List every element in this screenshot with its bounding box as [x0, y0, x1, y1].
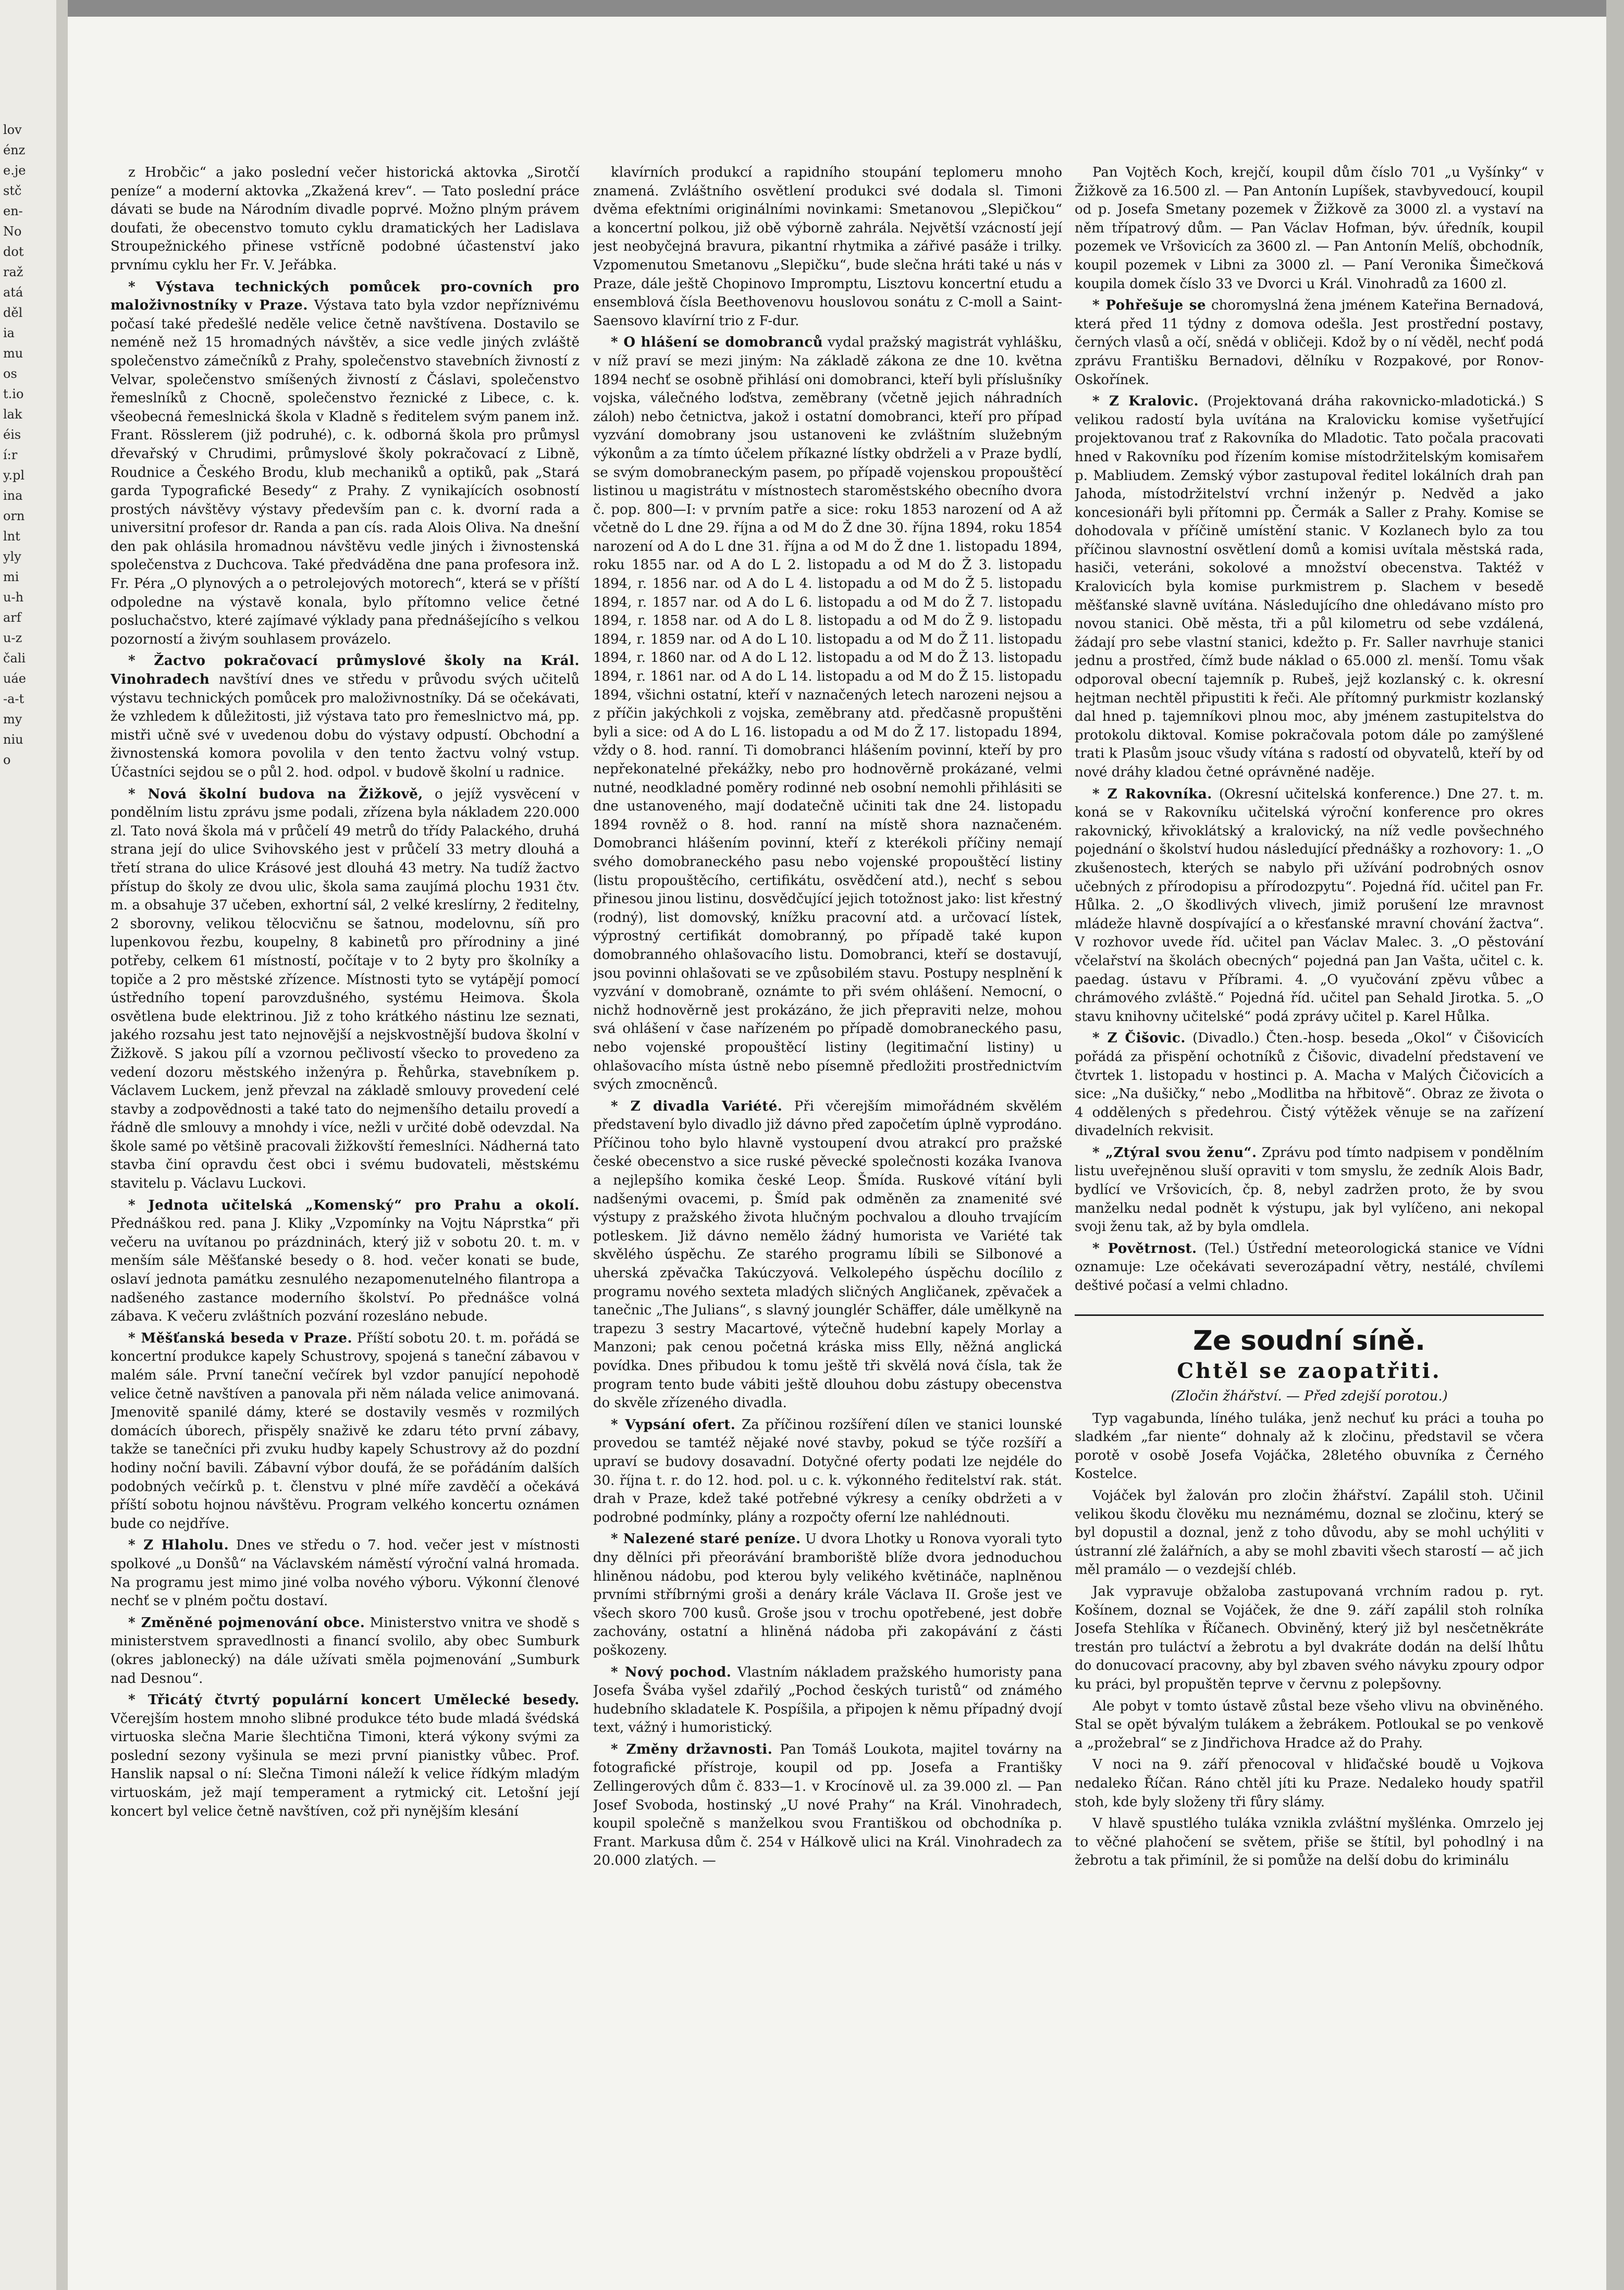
paragraph-text: Ministerstvo vnitra ve shodě s ministerstvem spravedlnosti a financí svolilo, aby obec Sumburk (okres jablonecký) na dále užívati směla pojmenování „Sumburk nad Desnou“.: [110, 1615, 580, 1686]
paragraph-text: Pan Vojtěch Koch, krejčí, koupil dům číslo 701 „u Vyšínky“ v Žižkově za 16.500 zl. — Pan Antonín Lupíšek, stavbyvedoucí, koupil od p. Josefa Smetany pozemek v Žižkově za 3000 zl. a vystaví na něm třípatrový dům. — Pan Václav Hofman, býv. úředník, koupil pozemek ve Vršovicích za 3600 zl. — Pan Antonín Melíš, obchodník, koupil pozemek v Libni za 3000 zl. — Paní Veronika Šimečková koupila domek číslo 33 ve Dvorci u Král. Vinohradů za 1600 zl.: [1075, 165, 1544, 292]
paragraph-heading: * Pohřešuje se: [1092, 298, 1206, 313]
paragraph-text: klavírních produkcí a rapidního stoupání teplomeru mnoho znamená. Zvláštního osvětlení produkci své dodala sl. Timoni dvěma efektními originálními novinkami: Smetanovou „Slepičkou“ a koncertní polkou, již obě výborně zahrála. Největší vzácností její jest neobyčejná bravura, pikantní rhytmika a zářivé pasáže i trilky. Vzpomenutou Smetanovu „Slepičku“, bude slečna hráti také u nás v Praze, dále ještě Chopinovo Impromptu, Lisztovu koncertní etudu a ensemblová čísla Beethovenovu houslovou sonátu z C-moll a Saint-Saensovo klavírní trio z F-dur.: [593, 165, 1062, 329]
paragraph-heading: * Výstava technických pomůcek pro-covních pro maloživnostníky v Praze.: [110, 279, 580, 314]
paragraph: [1075, 1487, 1544, 1580]
paragraph: [1075, 1756, 1544, 1812]
paragraph: [110, 1691, 580, 1821]
column-3-news: [1075, 164, 1544, 1296]
paragraph-text: (Divadlo.) Čten.-hosp. beseda „Okol“ v Čišovicích pořádá za přispění ochotníků z Čišovic, divadelní představení ve čtvrtek 1. listopadu v hostinci p. A. Macha v Malých Čičovicích a sice: „Na dušičky,“ nebo „Modlitba na hřbitově“. Obraz ze života o 4 oddělených s předehrou. Čistý výtěžek věnuje se na zařízení divadelních rekvisit.: [1075, 1030, 1544, 1139]
adjacent-page-strip: [0, 0, 56, 2290]
paragraph: [1075, 297, 1544, 389]
paragraph-text: Vojáček byl žalován pro zločin žhářství. Zapálil stoh. Učinil velikou škodu člověku mu neznámému, doznal se zločinu, který se byl dopustil a doznal, jenž z toho důvodu, aby se mohl uchýliti v ústranní zlé žalářních, a aby se mohl zbaviti všech starostí — ač jich měl pramálo — o vezdejší chléb.: [1075, 1488, 1544, 1578]
paragraph: [1075, 164, 1544, 293]
column-1: [110, 164, 580, 2280]
paragraph: [593, 1664, 1062, 1738]
paragraph: [1075, 1697, 1544, 1753]
paragraph-text: vydal pražský magistrát vyhlášku, v níž praví se mezi jiným: Na základě zákona ze dne 10. května 1894 nechť se osobně přihlásí oni domobranci, kteří byli příslušníky vojska, válečného loďstva, zeměbrany (včetně jejich náhradních záloh) nebo četnictva, jakož i ostatní domobranci, kteří pro případ vyzvání domobrany jsou ustanoveni ke zvláštním služebným výkonům a za tímto účelem příkazné lístky obdrželi a v Praze bydlí, se svým domobraneckým pasem, po případě vojenskou propouštěcí listinou u magistrátu v místnostech staroměstského obecního dvora č. pop. 800—I: v prvním patře a sice: roku 1853 narození od A až včetně do L dne 29. října a od M do Ž dne 30. října 1894, roku 1854 narození od A do L dne 31. října a od M do Ž dne 1. listopadu 1894, roku 1855 nar. od A do L 2. listopadu a od M do Ž 3. listopadu 1894, r. 1856 nar. od A do L 4. listopadu a od M do Ž 5. listopadu 1894, r. 1857 nar. od A do L 6. listopadu a od M do Ž 7. listopadu 1894, r. 1858 nar. od A do L 8. listopadu a od M do Ž 9. listopadu 1894, r. 1859 nar. od A do L 10. listopadu a od M do Ž 11. listopadu 1894, r. 1860 nar. od A do L 12. listopadu a od M do Ž 13. listopadu 1894, r. 1861 nar. od A do L 14. listopadu a od M do Ž 15. listopadu 1894, všichni ostatní, kteří v naznačených letech narozeni nejsou a z příčin jakýchkoli z vojska, zeměbrany atd. předčasně propuštěni byli a sice: od A do L 16. listopadu a od M do Ž 17. listopadu 1894, vždy o 8. hod. ranní. Ti domobranci hlášením povinní, kteří by pro nepřekonatelné překážky, nebo pro hodnověrně prokázané, velmi nutné, neodkladné poměry rodinné neb osobní nemohli přihlásiti se dne ustanoveného, mají dodatečně učiniti tak dne 24. listopadu 1894 rovněž o 8. hod. ranní na místě shora naznačeném. Domobranci hlášením povinní, kteří z kterékoli příčiny nemají svého domobraneckého pasu nebo vojenské propouštěcí listiny (listu propouštěcího, certifikátu, osvědčení atd.), nechť s sebou přinesou jinou listinu, dosvědčující jejich totožnost jako: list křestný (rodný), list domovský, knížku pracovní atd. a určovací lístek, výprostný certifikát domobranný, po případě také kupon domobranného ohlašovacího listu. Domobranci, kteří se dostavují, jsou povinni ohlašovati se ve způsobilém stavu. Postupy nesplnění k vyzvání v domobraně, oznámte to při svém ohlášení. Nemocní, o nichž hodnověrně jest prokázáno, že jich přepraviti nelze, mohou svá ohlášení v čase nařízeném po případě domobraneckého pasu, nebo vojenské propouštěcí listiny (legitimační listiny) u ohlašovacího místa ústně nebo písemně předložiti prostřednictvím svých zmocněnců.: [593, 335, 1062, 1093]
paragraph: [110, 164, 580, 275]
paragraph-text: Výstava tato byla vzdor nepříznivému počasí také předešlé neděle velice četně navštívena. Dostavilo se neméně než 15 hromadných návštěv, a sice vedle jiných zvláště společenstvo zámečníků z Prahy, společenstvo stavebních živností z Velvar, společenstvo smíšených živností z Čáslavi, společenstvo řemeslníků z Chocně, společenstvo řeznické z Libece, c. k. všeobecná řemeslnická škola v Kladně s ředitelem svým panem inž. Frant. Rösslerem (již podruhé), c. k. odborná škola pro průmysl dřevařský v Chrudimi, průmyslové školy pokračovací z Libně, Roudnice a Českého Brodu, klub mechaniků a optiků, pak „Stará garda Typografické Besedy“ z Prahy. Z vynikajících osobností prostých návštěvy výstavy především pan c. k. dvorní rada a universitní profesor dr. Randa a pan cís. rada Alois Oliva. Na dnešní den pak ohlásila hromadnou návštěvu vedle jiných i živnostenská společenstva z Duchcova. Také předváděna dne pana profesora inž. Fr. Péra „O plynových a o petrolejových motorech“, která se v příští odpoledne na výstavě konala, bylo přítomno velice četné posluchačstvo, které zajímavé výklady pana přednášejícího s velkou pozorností a živým souhlasem provázelo.: [110, 298, 580, 647]
paragraph-text: Jak vypravuje obžaloba zastupovaná vrchním radou p. ryt. Košínem, doznal se Vojáček, že dne 9. září zapálil stoh rolníka Josefa Stehlíka v Říčanech. Obviněný, který již byl nesčetněkráte trestán pro tuláctví a žebrotu a byl dvakráte dodán na delší lhůtu do donucovací pracovny, aby byl zbaven svého návyku zpoury odpor ku práci, byl propuštěn teprve v červnu z polepšovny.: [1075, 1583, 1544, 1692]
paragraph-heading: * Nalezené staré peníze.: [611, 1531, 801, 1547]
adjacent-page-text: lovénze.jestčen-Nodotražatáděliamuost.iolakéisí:ry.plinaornlntylymiu-harfu-zčaliuáe-a-tmyniuo: [3, 122, 26, 767]
paragraph-text: Přednáškou red. pana J. Kliky „Vzpomínky na Vojtu Náprstka“ při večeru na uvítanou po prázdninách, který již v sobotu 20. t. m. v menším sále Měšťanské besedy o 8. hod. večer konati se bude, oslaví jednota památku zesnulého nezapomenutelného filantropa a nadšeného zastance moderního školství. Po přednášce volná zábava. K večeru zvláštních pozvání rozesláno nebude.: [110, 1216, 580, 1325]
paragraph-text: (Projektovaná dráha rakovnicko-mladotická.) S velikou radostí byla uvítána na Kralovicku komise vyšetřující projektovanou trať z Rakovníka do Mladotic. Tato počala pracovati hned v Rakovníku pod řízením komise místodržitelským komisařem p. Mabliudem. Zemský výbor zastupoval ředitel lokálních drah pan Jahoda, místodržitelství vrchní inženýr p. Nedvěd a jako koncesionáři byli přítomni pp. Čermák a Saller z Prahy. Komise se dohodovala v příčině umístění stanic. V Kozlanech bylo za tou příčinou slavnostní osvětlení domů a komisi uvítala městská rada, hasiči, veteráni, sokolové a množství obecenstva. Taktéž v Kralovicích byla komise purkmistrem p. Slachem v besedě měšťanské slavně uvítána. Následujícího dne ohledávano místo pro novou stanici. Obě města, tři a půl kilometru od sebe vzdálená, žádají pro sebe vlastní stanici, kdežto p. Fr. Saller navrhuje stanici jednu a prostřed, čímž bude náklad o 65.000 zl. menší. Tomu však odporoval obecní tajemník p. Rubeš, jejž kozlanský c. k. okresní hejtman nechtěl připustiti k řeči. Ale přítomný purkmistr kozlanský dal hned p. tajemníkovi plnou moc, aby jménem zastupitelstva do protokolu diktoval. Komise pokračovala potom dále po zamýšlené trati k Plasům jsouc všudy vítána s radostí od obyvatelů, kteří by od nové dráhy kladou četné oprávněné naděje.: [1075, 393, 1544, 780]
paragraph: [593, 1098, 1062, 1413]
binding-gutter: [56, 0, 68, 2290]
court-article: [1075, 1410, 1544, 1870]
paragraph-text: V noci na 9. září přenocoval v hliďačské boudě u Vojkova nedaleko Říčan. Ráno chtěl jíti ku Praze. Nedaleko houdy spatřil stoh, kde byly složeny tři fůry slámy.: [1075, 1757, 1544, 1810]
paragraph-heading: * Jednota učitelská „Komenský“ pro Prahu a okolí.: [128, 1198, 580, 1213]
paragraph-heading: * Z Kralovic.: [1092, 393, 1199, 409]
paragraph: [593, 334, 1062, 1094]
paragraph-heading: * Z Čišovic.: [1092, 1030, 1186, 1046]
paragraph-heading: * „Ztýral svou ženu“.: [1092, 1145, 1257, 1161]
paragraph-heading: * Třicátý čtvrtý populární koncert Umělecké besedy.: [128, 1692, 580, 1708]
paragraph-text: Včerejším hostem mnoho slibné produkce této bude mladá švédská virtuoska slečna Marie šlechtična Timoni, která výkony svými za poslední sezony vyšinula se mezi první pianistky vůbec. Prof. Hanslik napsal o ní: Slečna Timoni náleží k velice řídkým mladým virtuoskám, jež mají temperament a rytmický cit. Letošní její koncert byl velice četně navštíven, což při nynějším klesání: [110, 1710, 580, 1819]
paragraph-heading: * Nový pochod.: [611, 1665, 731, 1680]
paragraph-text: Vlastním nákladem pražského humoristy pana Josefa Švába vyšel zdařilý „Pochod českých turistů“ od známého hudebního skladatele K. Pospíšila, a připojen k němu případný dvojí text, vážný i humoristický.: [593, 1664, 1062, 1736]
paragraph-text: (Tel.) Ústřední meteorologická stanice ve Vídni oznamuje: Lze očekávati severozápadní větry, nestálé, chvílemi deštivé počasí a velmi chladno.: [1075, 1240, 1544, 1294]
paragraph: [1075, 1240, 1544, 1296]
paragraph-text: (Okresní učitelská konference.) Dne 27. t. m. koná se v Rakovníku učitelská výroční konference pro okres rakovnický, křivoklátský a kralovický, na níž vedle povšechného pojednání o školství hudou následující přednášky a rozhovory: 1. „O zkušenostech, kterých se nabylo při užívání podrobných osnov učebných z přírodopisu a přírodozpytu“. Pojedná říd. učitel pan Fr. Hůlka. 2. „O škodlivých vlivech, jimiž porušení lze mravnost mládeže hlavně dospívající a o křesťanské mravní chování žactva“. V rozhovor uvede říd. učitel pan Václav Malec. 3. „O pěstování včelařství na školách obecných“ pojedná pan Jan Vašta, učitel c. k. paedag. ústavu v Příbrami. 4. „O vyučování zpěvu vůbec a chrámového zvláště.“ Pojedná říd. učitel pan Sehald Jirotka. 5. „O stavu knihovny učitelské“ podá zprávy učitel p. Karel Hůlka.: [1075, 786, 1544, 1025]
paragraph-text: Dnes ve středu o 7. hod. večer jest v místnosti spolkové „u Donšů“ na Václavském náměstí výroční valná hromada. Na programu jest mimo jiné volba nového výboru. Výkonní členové nechť se v plném počtu dostaví.: [110, 1537, 580, 1609]
paragraph: [1075, 785, 1544, 1027]
paragraph-heading: * O hlášení se domobranců: [611, 335, 823, 350]
paragraph-heading: * Z Hlaholu.: [128, 1537, 229, 1553]
paragraph-text: choromyslná žena jménem Kateřina Bernadová, která před 11 týdny z domova odešla. Jest prostřední postavy, černých vlasů a očí, snědá v obličeji. Kdož by o ní věděl, nechť podá zprávu Františku Bernadovi, dělníku v Rozpakové, por Ronov-Oskořínek.: [1075, 298, 1544, 388]
paragraph: [593, 1416, 1062, 1528]
paragraph-text: Typ vagabunda, líného tuláka, jenž nechuť ku práci a touha po sladkém „far niente“ dohnaly až k zločinu, představil se včera porotě v osobě Josefa Vojáčka, 28letého obuvníka z Černého Kostelce.: [1075, 1410, 1544, 1482]
paragraph: [1075, 1410, 1544, 1484]
paragraph: [110, 1197, 580, 1326]
paragraph-text: navštíví dnes ve středu v průvodu svých učitelů výstavu technických pomůcek pro maloživnostníky. Dá se očekávati, že vzhledem k důležitosti, již výstava tato pro řemeslnictvo má, pp. mistři učně své v uvedenou dobu do výstavy odpustí. Obchodní a živnostenská komora povolila v den tento žactvu volný vstup. Účastníci sejdou se o půl 2. hod. odpol. v budově školní u radnice.: [110, 672, 580, 780]
paragraph-heading: * Vypsání ofert.: [611, 1417, 735, 1433]
paragraph: [110, 652, 580, 782]
right-edge: [1606, 0, 1624, 2290]
paragraph: [1075, 1029, 1544, 1141]
paragraph: [110, 1614, 580, 1688]
paragraph: [593, 1741, 1062, 1870]
paragraph-text: V hlavě spustlého tuláka vznikla zvláštní myšlénka. Omrzelo jej to věčné plahočení se světem, přiše se štítil, byl pohodlný i na žebrotu a tak přimínil, že si pomůže na delší dobu do kriminálu: [1075, 1816, 1544, 1869]
paragraph-heading: * Žactvo pokračovací průmyslové školy na Král. Vinohradech: [110, 653, 580, 687]
paragraph-text: Za příčinou rozšíření dílen ve stanici lounské provedou se tamtéž nějaké nové stavby, pokud se týče rozšíří a upraví se budovy dosavadní. Dotyčné oferty podati lze nejdéle do 30. října t. r. do 12. hod. pol. u c. k. výkonného ředitelství rak. stát. drah v Praze, kdež také potřebné výkresy a ceníky obdržeti a v podrobné podmínky, plány a rozpočty oferní lze nahlédnouti.: [593, 1417, 1062, 1525]
column-2: [593, 164, 1062, 2280]
column-3: [1075, 164, 1544, 2280]
paragraph-heading: * Změny državnosti.: [611, 1742, 772, 1757]
section-title: Ze soudní síně.: [1075, 1314, 1544, 1357]
paragraph-heading: * Změněné pojmenování obce.: [128, 1615, 365, 1631]
paragraph-heading: * Z Rakovníka.: [1092, 786, 1212, 802]
paragraph: [110, 785, 580, 1193]
paragraph: [1075, 392, 1544, 782]
paragraph-text: U dvora Lhotky u Ronova vyorali tyto dny dělníci při přeorávání bramboriště blíže dvora jednoduchou hliněnou nádobu, pod kterou byly velikého květináče, naplněnou prvními stříbrnými groši a denáry krále Václava II. Groše jest ve všech skoro 700 kusů. Groše jsou v trochu opotřebené, jest dobře zachovány, ostatní a hliněná nádoba při zakopávání z části poškozeny.: [593, 1531, 1062, 1658]
paragraph: [110, 278, 580, 649]
article-headline: Chtěl se zaopatřiti.: [1177, 1358, 1442, 1383]
paragraph-text: Ale pobyt v tomto ústavě zůstal beze všeho vlivu na obviněného. Stal se opět bývalým tulákem a žebrákem. Potloukal se po venkově a „prožebral“ se z Jindřichova Hradce až do Prahy.: [1075, 1698, 1544, 1751]
paragraph: [110, 1329, 580, 1534]
paragraph-text: z Hrobčic“ a jako poslední večer historická aktovka „Sirotčí peníze“ a moderní aktovka „Zkažená krev“. — Tato poslední práce dávati se bude na Národním divadle poprvé. Možno plným právem doufati, že obecenstvo tomuto cyklu dramatických her Ladislava Stroupežnického přinese vstřícně podobné účastenství jako prvnímu cyklu her Fr. V. Jeřábka.: [110, 165, 580, 273]
newspaper-page: [68, 17, 1606, 2290]
paragraph: [1075, 1144, 1544, 1237]
paragraph-text: Příští sobotu 20. t. m. pořádá se koncertní produkce kapely Schustrovy, spojená s taneční zábavou v malém sále. První taneční večírek byl vzdor panující nepohodě velice četně navštíven a panovala při něm nálada velice animovaná. Jmenovitě spanilé dámy, které se dostavily vesměs v rozmilých domácích úborech, přispěly snaživě ke zdaru této první zábavy, takže se tanečníci při zvuku hudby kapely Schustrovy až do pozdní hodiny noční bavili. Zábavní výbor doufá, že se pořádáním dalších podobných večírků p. t. členstvu v plné míře zavděčí a očekává příští sobotu hojnou návštěvu. Program velkého koncertu oznámen bude co nejdříve.: [110, 1330, 580, 1532]
paragraph-text: Při včerejším mimořádném skvělém představení bylo divadlo již dávno před započetím úplně vyprodáno. Příčinou toho bylo hlavně vystoupení dvou atrakcí pro pražské české obecenstvo a sice ruské pěvecké společnosti kozáka Ivanova a nejlepšího komika české Leop. Šmída. Ruskové vítání byli nadšenými ovacemi, p. Šmíd pak odměněn za znamenité své výstupy z pražského života hlučným pochvalou a dlouho trvajícím potleskem. Již dávno nemělo žádný humorista ve Variété tak skvělého úspěchu. Ze starého programu líbili se Silbonové a uherská zpěvačka Takúczyová. Velkolepého úspěchu docílilo z programu nového sexteta mladých sličných Angličanek, zpěvaček a tanečnic „The Julians“, s slavný jounglér Schäffer, dále umělkyně na trapezu 3 sestry Macartové, výtečně hudební kapely Morlay a Manzoni; pak cenou početná kráska miss Elly, něžná anglická povídka. Dnes přibudou k tomu ještě tři skvělá nová čísla, tak že program tento bude vábiti ještě dlouhou dobu zástupy obecenstva do skvěle zřízeného divadla.: [593, 1098, 1062, 1411]
paragraph: [110, 1536, 580, 1610]
paragraph: [593, 1530, 1062, 1660]
paragraph-text: Pan Tomáš Loukota, majitel továrny na fotografické přístroje, koupil od pp. Josefa a Františky Zellingerových dům č. 833—1. v Krocínově ul. za 39.000 zl. — Pan Josef Svoboda, hostinský „U nové Prahy“ na Král. Vinohradech, koupil společně s manželkou svou Františkou od obchodníka p. Frant. Markusa dům č. 254 v Hálkově ulici na Král. Vinohradech za 20.000 zlatých. —: [593, 1741, 1062, 1869]
paragraph-text: Zprávu pod tímto nadpisem v pondělním listu uveřejněnou sluší opraviti v tom smyslu, že zedník Alois Badr, bydlící ve Vršovicích, čp. 8, nebyl zadržen proto, že by svou manželku nedal podnět k výstupu, jak byl vylíčeno, ani nekopal svoji ženu tak, až by byla omdlela.: [1075, 1144, 1544, 1235]
paragraph-text: o jejíž vysvěcení v pondělním listu zprávu jsme podali, zřízena byla nákladem 220.000 zl. Tato nová škola má v průčelí 49 metrů do třídy Palackého, druhá strana její do ulice Svihovského jest v průčelí 33 metry dlouhá a třetí strana do ulice Krásové jest dlouhá 43 metry. Na tudíž žactvo přístup do školy ze dvou ulic, škola sama zaujímá plochu 1931 čtv. m. a obsahuje 37 učeben, exhortní sál, 2 velké kreslírny, 2 ředitelny, 2 sborovny, velikou tělocvičnu se šatnou, modelovnu, síň pro lupenkovou řezbu, koupelny, 8 kabinetů pro přírodniny a jiné potřeby, celkem 61 místností, počítaje v to 2 byty pro školníky a topiče a 2 pro městské zřízence. Místnosti tyto se vytápějí pomocí ústředního topení parovzdušného, systému Heimova. Škola osvětlena bude elektrinou. Již z toho krátkého nástinu lze seznati, jakého rozsahu jest tato nejnovější a nejskvostnější budova školní v Žižkově. S jakou pílí a vzornou pečlivostí všecko to provedeno za vedení dozoru městského inženýra p. Řehůrka, stavebníkem p. Václavem Luckem, jenž převzal na základě smlouvy provedení celé stavby a zodpovědnosti a také tato do nejmenšího detailu provedí a řádně dle smlouvy a mnohdy i více, nežli v určité době odevzdal. Na škole samé po většině pracovali žižkovští řemeslníci. Nádherná tato stavba činí opravdu čest obci i svému budovateli, městskému stavitelu p. Václavu Luckovi.: [110, 786, 580, 1192]
paragraph-heading: * Povětrnost.: [1092, 1241, 1197, 1257]
paragraph-heading: * Měšťanská beseda v Praze.: [128, 1331, 352, 1346]
paragraph-heading: * Nová školní budova na Žižkově,: [128, 786, 423, 802]
article-dek: (Zločin žhářství. — Před zdejší porotou.): [1171, 1388, 1448, 1404]
paragraph: [1075, 1815, 1544, 1870]
paragraph-heading: * Z divadla Variété.: [611, 1099, 782, 1114]
paragraph: [1075, 1583, 1544, 1694]
paragraph: [593, 164, 1062, 330]
